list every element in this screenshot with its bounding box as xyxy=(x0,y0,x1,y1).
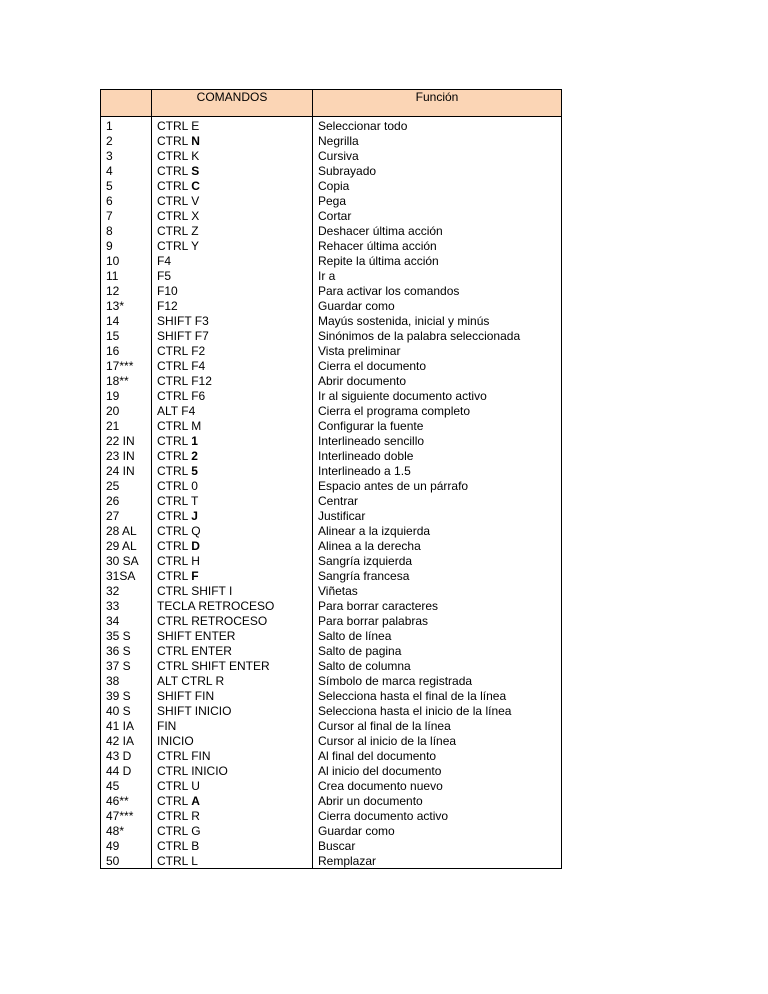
table-row xyxy=(101,117,562,134)
command-text: CTRL xyxy=(157,149,192,163)
row-command xyxy=(152,223,313,238)
table-row xyxy=(101,658,562,673)
table-row xyxy=(101,733,562,748)
row-command xyxy=(152,778,313,793)
header-number xyxy=(101,90,152,117)
row-function: Símbolo de marca registrada xyxy=(313,673,562,688)
table-row xyxy=(101,268,562,283)
row-function: Vista preliminar xyxy=(313,343,562,358)
row-function: Pega xyxy=(313,193,562,208)
row-function: Negrilla xyxy=(313,133,562,148)
row-command xyxy=(152,193,313,208)
row-number: 46** xyxy=(101,793,152,808)
command-text: CTRL F4 xyxy=(157,359,206,373)
row-number: 12 xyxy=(101,283,152,298)
header-function: Función xyxy=(313,90,562,117)
table-row xyxy=(101,358,562,373)
row-command xyxy=(152,343,313,358)
command-text: CTRL xyxy=(157,419,192,433)
row-function: Subrayado xyxy=(313,163,562,178)
table-row xyxy=(101,538,562,553)
row-number: 8 xyxy=(101,223,152,238)
table-row xyxy=(101,328,562,343)
command-text: SHIFT F7 xyxy=(157,329,209,343)
row-function: Ir a xyxy=(313,268,562,283)
row-number: 16 xyxy=(101,343,152,358)
command-key: 0 xyxy=(191,479,198,493)
command-text: CTRL xyxy=(157,794,192,808)
table-row xyxy=(101,853,562,869)
row-function: Cursor al inicio de la línea xyxy=(313,733,562,748)
table-row xyxy=(101,388,562,403)
command-text: CTRL xyxy=(157,434,192,448)
command-key: V xyxy=(191,194,200,208)
command-text: SHIFT ENTER xyxy=(157,629,236,643)
row-command xyxy=(152,568,313,583)
row-command xyxy=(152,628,313,643)
command-key: K xyxy=(191,149,200,163)
row-function: Salto de pagina xyxy=(313,643,562,658)
table-row xyxy=(101,298,562,313)
row-command xyxy=(152,117,313,134)
table-row xyxy=(101,448,562,463)
row-function: Remplazar xyxy=(313,853,562,869)
command-text: ALT F4 xyxy=(157,404,196,418)
row-number: 25 xyxy=(101,478,152,493)
row-command xyxy=(152,448,313,463)
row-number: 30 SA xyxy=(101,553,152,568)
row-command xyxy=(152,478,313,493)
row-function: Copia xyxy=(313,178,562,193)
command-text: CTRL xyxy=(157,164,192,178)
command-text: CTRL FIN xyxy=(157,749,211,763)
table-row xyxy=(101,148,562,163)
row-command xyxy=(152,583,313,598)
command-text: CTRL xyxy=(157,824,192,838)
row-number: 41 IA xyxy=(101,718,152,733)
row-command xyxy=(152,643,313,658)
table-row xyxy=(101,808,562,823)
command-key: E xyxy=(191,119,200,133)
row-number: 3 xyxy=(101,148,152,163)
command-text: CTRL F2 xyxy=(157,344,206,358)
command-text: CTRL xyxy=(157,854,192,868)
row-function: Interlineado doble xyxy=(313,448,562,463)
command-key: F xyxy=(191,569,199,583)
command-text: F10 xyxy=(157,284,178,298)
row-function: Cierra el programa completo xyxy=(313,403,562,418)
row-number: 45 xyxy=(101,778,152,793)
row-command xyxy=(152,178,313,193)
row-number: 36 S xyxy=(101,643,152,658)
row-function: Al inicio del documento xyxy=(313,763,562,778)
command-text: CTRL xyxy=(157,779,192,793)
row-number: 38 xyxy=(101,673,152,688)
command-text: SHIFT F3 xyxy=(157,314,209,328)
table-row xyxy=(101,838,562,853)
table-body xyxy=(101,117,562,869)
row-function: Al final del documento xyxy=(313,748,562,763)
row-number: 4 xyxy=(101,163,152,178)
row-function: Selecciona hasta el final de la línea xyxy=(313,688,562,703)
row-command xyxy=(152,538,313,553)
command-text: CTRL xyxy=(157,809,192,823)
row-function: Sangría francesa xyxy=(313,568,562,583)
command-key: G xyxy=(191,824,201,838)
row-number: 21 xyxy=(101,418,152,433)
row-command xyxy=(152,673,313,688)
row-number: 49 xyxy=(101,838,152,853)
row-number: 11 xyxy=(101,268,152,283)
table-row xyxy=(101,718,562,733)
row-command xyxy=(152,853,313,869)
row-command xyxy=(152,523,313,538)
row-function: Cierra el documento xyxy=(313,358,562,373)
command-key: 5 xyxy=(191,464,198,478)
row-number: 50 xyxy=(101,853,152,869)
table-row xyxy=(101,598,562,613)
row-number: 33 xyxy=(101,598,152,613)
row-command xyxy=(152,418,313,433)
row-command xyxy=(152,688,313,703)
table-row xyxy=(101,673,562,688)
table-row xyxy=(101,763,562,778)
row-function: Espacio antes de un párrafo xyxy=(313,478,562,493)
row-function: Cortar xyxy=(313,208,562,223)
row-function: Repite la última acción xyxy=(313,253,562,268)
row-number: 18** xyxy=(101,373,152,388)
row-command xyxy=(152,133,313,148)
row-number: 44 D xyxy=(101,763,152,778)
row-function: Viñetas xyxy=(313,583,562,598)
table-row xyxy=(101,628,562,643)
row-function: Guardar como xyxy=(313,298,562,313)
row-command xyxy=(152,733,313,748)
row-number: 28 AL xyxy=(101,523,152,538)
row-function: Interlineado a 1.5 xyxy=(313,463,562,478)
command-key: A xyxy=(191,794,200,808)
command-text: CTRL xyxy=(157,509,192,523)
row-function: Cierra documento activo xyxy=(313,808,562,823)
command-text: F5 xyxy=(157,269,172,283)
row-function: Para borrar palabras xyxy=(313,613,562,628)
row-function: Ir al siguiente documento activo xyxy=(313,388,562,403)
command-key: R xyxy=(191,809,200,823)
row-function: Seleccionar todo xyxy=(313,117,562,134)
row-number: 27 xyxy=(101,508,152,523)
command-key: M xyxy=(191,419,202,433)
row-number: 17*** xyxy=(101,358,152,373)
shortcut-table xyxy=(100,89,562,869)
row-number: 7 xyxy=(101,208,152,223)
row-command xyxy=(152,763,313,778)
row-number: 5 xyxy=(101,178,152,193)
row-command xyxy=(152,748,313,763)
table-row xyxy=(101,643,562,658)
table-row xyxy=(101,313,562,328)
row-function: Rehacer última acción xyxy=(313,238,562,253)
row-number: 19 xyxy=(101,388,152,403)
table-row xyxy=(101,703,562,718)
row-number: 47*** xyxy=(101,808,152,823)
row-function: Salto de columna xyxy=(313,658,562,673)
row-number: 42 IA xyxy=(101,733,152,748)
table-row xyxy=(101,508,562,523)
header-row xyxy=(101,90,562,117)
command-key: Y xyxy=(191,239,200,253)
row-function: Configurar la fuente xyxy=(313,418,562,433)
row-number: 43 D xyxy=(101,748,152,763)
row-command xyxy=(152,298,313,313)
table-row xyxy=(101,343,562,358)
row-number: 10 xyxy=(101,253,152,268)
command-text: CTRL xyxy=(157,569,192,583)
row-number: 13* xyxy=(101,298,152,313)
table-row xyxy=(101,523,562,538)
row-function: Sinónimos de la palabra seleccionada xyxy=(313,328,562,343)
command-text: CTRL xyxy=(157,494,192,508)
row-number: 37 S xyxy=(101,658,152,673)
table-header xyxy=(101,90,562,117)
row-function: Alinea a la derecha xyxy=(313,538,562,553)
table-row xyxy=(101,613,562,628)
row-function: Para activar los comandos xyxy=(313,283,562,298)
command-key: L xyxy=(191,854,198,868)
row-number: 22 IN xyxy=(101,433,152,448)
command-key: U xyxy=(191,779,200,793)
row-command xyxy=(152,823,313,838)
row-number: 26 xyxy=(101,493,152,508)
row-number: 31SA xyxy=(101,568,152,583)
row-number: 29 AL xyxy=(101,538,152,553)
command-text: INICIO xyxy=(157,734,194,748)
row-function: Cursor al final de la línea xyxy=(313,718,562,733)
command-key: Q xyxy=(191,524,201,538)
command-text: CTRL SHIFT ENTER xyxy=(157,659,270,673)
table-row xyxy=(101,793,562,808)
table-row xyxy=(101,373,562,388)
command-key: 1 xyxy=(191,434,198,448)
command-text: CTRL SHIFT I xyxy=(157,584,233,598)
table-row xyxy=(101,253,562,268)
row-function: Sangría izquierda xyxy=(313,553,562,568)
row-number: 2 xyxy=(101,133,152,148)
row-command xyxy=(152,658,313,673)
row-number: 35 S xyxy=(101,628,152,643)
row-number: 39 S xyxy=(101,688,152,703)
command-key: D xyxy=(191,539,200,553)
row-command xyxy=(152,703,313,718)
command-key: N xyxy=(191,134,200,148)
command-text: CTRL ENTER xyxy=(157,644,232,658)
row-command xyxy=(152,313,313,328)
row-command xyxy=(152,388,313,403)
table-row xyxy=(101,193,562,208)
row-function: Buscar xyxy=(313,838,562,853)
table-row xyxy=(101,823,562,838)
command-text: CTRL xyxy=(157,839,192,853)
command-text: ALT CTRL R xyxy=(157,674,225,688)
row-number: 24 IN xyxy=(101,463,152,478)
command-key: C xyxy=(191,179,200,193)
table-row xyxy=(101,478,562,493)
command-text: CTRL xyxy=(157,479,192,493)
row-function: Guardar como xyxy=(313,823,562,838)
row-function: Para borrar caracteres xyxy=(313,598,562,613)
row-command xyxy=(152,508,313,523)
row-function: Selecciona hasta el inicio de la línea xyxy=(313,703,562,718)
command-text: F4 xyxy=(157,254,172,268)
row-number: 32 xyxy=(101,583,152,598)
command-text: CTRL xyxy=(157,239,192,253)
command-key: Z xyxy=(191,224,199,238)
row-command xyxy=(152,403,313,418)
row-command xyxy=(152,358,313,373)
command-key: X xyxy=(191,209,200,223)
command-text: TECLA RETROCESO xyxy=(157,599,275,613)
command-key: H xyxy=(191,554,200,568)
row-function: Crea documento nuevo xyxy=(313,778,562,793)
table-row xyxy=(101,583,562,598)
command-text: CTRL F6 xyxy=(157,389,206,403)
table-row xyxy=(101,553,562,568)
row-command xyxy=(152,463,313,478)
command-key: T xyxy=(191,494,199,508)
table-row xyxy=(101,403,562,418)
command-text: CTRL xyxy=(157,179,192,193)
command-key: J xyxy=(191,509,198,523)
row-command xyxy=(152,808,313,823)
row-function: Centrar xyxy=(313,493,562,508)
row-number: 15 xyxy=(101,328,152,343)
table-row xyxy=(101,778,562,793)
row-command xyxy=(152,253,313,268)
row-number: 23 IN xyxy=(101,448,152,463)
table-row xyxy=(101,568,562,583)
command-text: CTRL xyxy=(157,539,192,553)
row-number: 14 xyxy=(101,313,152,328)
row-number: 9 xyxy=(101,238,152,253)
command-text: CTRL F12 xyxy=(157,374,212,388)
table-row xyxy=(101,463,562,478)
row-command xyxy=(152,328,313,343)
table-row xyxy=(101,223,562,238)
row-number: 34 xyxy=(101,613,152,628)
row-command xyxy=(152,373,313,388)
table-row xyxy=(101,208,562,223)
command-text: CTRL xyxy=(157,524,192,538)
table-row xyxy=(101,238,562,253)
command-text: F12 xyxy=(157,299,178,313)
table-row xyxy=(101,178,562,193)
row-function: Justificar xyxy=(313,508,562,523)
command-key: 2 xyxy=(191,449,198,463)
row-function: Deshacer última acción xyxy=(313,223,562,238)
row-function: Interlineado sencillo xyxy=(313,433,562,448)
command-text: CTRL xyxy=(157,119,192,133)
command-text: CTRL INICIO xyxy=(157,764,228,778)
command-text: CTRL xyxy=(157,224,192,238)
row-command xyxy=(152,283,313,298)
command-text: CTRL xyxy=(157,194,192,208)
table-row xyxy=(101,133,562,148)
table-row xyxy=(101,433,562,448)
row-command xyxy=(152,598,313,613)
command-text: CTRL xyxy=(157,464,192,478)
row-command xyxy=(152,493,313,508)
header-commands: COMANDOS xyxy=(152,90,313,117)
row-number: 6 xyxy=(101,193,152,208)
row-function: Alinear a la izquierda xyxy=(313,523,562,538)
table-row xyxy=(101,493,562,508)
command-text: CTRL xyxy=(157,554,192,568)
row-command xyxy=(152,838,313,853)
table-row xyxy=(101,688,562,703)
row-function: Salto de línea xyxy=(313,628,562,643)
row-function: Abrir documento xyxy=(313,373,562,388)
command-text: SHIFT INICIO xyxy=(157,704,232,718)
command-text: CTRL RETROCESO xyxy=(157,614,268,628)
row-function: Mayús sostenida, inicial y minús xyxy=(313,313,562,328)
table-row xyxy=(101,748,562,763)
row-command xyxy=(152,208,313,223)
row-command xyxy=(152,613,313,628)
row-command xyxy=(152,148,313,163)
command-text: SHIFT FIN xyxy=(157,689,215,703)
command-text: CTRL xyxy=(157,134,192,148)
command-text: CTRL xyxy=(157,209,192,223)
row-function: Abrir un documento xyxy=(313,793,562,808)
row-command xyxy=(152,718,313,733)
row-number: 40 S xyxy=(101,703,152,718)
row-command xyxy=(152,553,313,568)
table-row xyxy=(101,163,562,178)
row-number: 48* xyxy=(101,823,152,838)
row-number: 20 xyxy=(101,403,152,418)
command-text: CTRL xyxy=(157,449,192,463)
row-function: Cursiva xyxy=(313,148,562,163)
table-row xyxy=(101,418,562,433)
command-key: S xyxy=(191,164,200,178)
row-command xyxy=(152,793,313,808)
command-key: B xyxy=(191,839,200,853)
row-number: 1 xyxy=(101,117,152,134)
row-command xyxy=(152,238,313,253)
row-command xyxy=(152,433,313,448)
row-command xyxy=(152,268,313,283)
command-text: FIN xyxy=(157,719,177,733)
table-row xyxy=(101,283,562,298)
row-command xyxy=(152,163,313,178)
